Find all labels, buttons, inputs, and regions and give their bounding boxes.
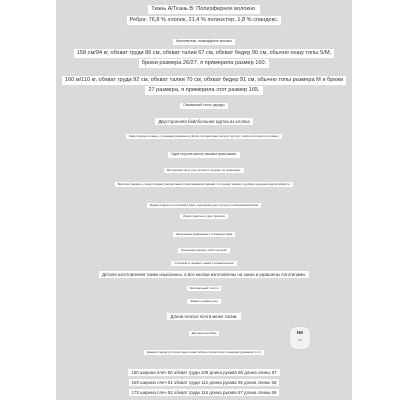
description-line-text: 170 ширина плеч 52 обхват груди 116 длина рукава 57 длина спины 59 <box>129 389 280 396</box>
description-line-text: Эффект рукава ручка <box>187 299 220 304</box>
description-line <box>56 271 352 278</box>
description-line-text: 160 ширина плеч 50 обхват груди 108 длина рукава 55 длина спины 57 <box>128 369 279 376</box>
description-line <box>56 103 352 109</box>
description-line-text: Отличный от двойных тканей и универсальный <box>171 261 236 266</box>
description-line-text: 158 см/94 кг, обхват груди 86 см, обхват талии 67 см, обхват бедер 90 см, обычно ношу топы S/M, <box>74 49 334 58</box>
description-line-text: 160 ширина плеч 51 обхват груди 112 длина рукава 56 длина спины 58 <box>129 379 280 386</box>
description-line-text: Воротник, манжеты и подол придают контрастными трикотажными вставками, что создает модное и удобное ощущение многослойности. <box>115 182 293 187</box>
description-line <box>56 369 352 376</box>
description-line <box>56 16 352 25</box>
description-line <box>56 49 352 58</box>
description-line <box>56 350 352 355</box>
description-line <box>56 203 352 208</box>
description-line <box>56 76 352 85</box>
description-line-text: Ребра: 76,8 % хлопок, 21,4 % полиэстер, 1,8 % спандекс. <box>127 16 282 25</box>
description-line <box>56 118 352 125</box>
description-line <box>56 248 352 253</box>
description-line <box>56 59 352 68</box>
description-line <box>56 286 352 291</box>
description-line <box>56 214 352 219</box>
description-line-text: Детали изготовления также изысканны, а все кнопки изготовлены на заказ и украшены логотипами. <box>99 271 309 278</box>
side-button-bottom-label: топ <box>297 338 303 342</box>
description-line <box>56 389 352 396</box>
description-line-text: Натуральная окрашенная и стеганая вставка <box>173 232 236 237</box>
description-line-text: Модное изделие из хлопковой ткани, подходящее для прогулок и повседневной жизни <box>147 203 261 208</box>
description-line <box>56 134 352 139</box>
description-line <box>56 313 352 320</box>
side-floating-button[interactable] <box>290 327 310 349</box>
description-line <box>56 379 352 386</box>
description-line-text: Вся верхняя часть тела теплая и стильная, не громоздкая. <box>164 168 244 173</box>
description-line-text: Одна сторона жестко связана трикотажем. <box>168 152 240 158</box>
description-line-text: Двусторонняя бейсбольная куртка из хлопка <box>155 118 252 125</box>
description-line-text: Данная стрелка и 4 блока сзади и ниже таблице соответствует размерам в размерах 1 стр <box>144 350 263 355</box>
description-line <box>56 152 352 158</box>
description-line-text: 27 размера, я примерила этот размер 165. <box>145 86 262 95</box>
description-line <box>56 261 352 266</box>
description-line-text: Две цвета на выбор <box>189 331 220 336</box>
description-line <box>56 168 352 173</box>
description-line-text: 160 м/110 кг, обхват груди 92 см, обхват талии 70 см, обхват бедер 91 см, обычно топы размера M и брюки <box>62 76 346 85</box>
description-line-text: Ткань А/Ткань B: Полиэфирное волокно. <box>148 5 259 14</box>
description-line <box>56 299 352 304</box>
description-line <box>56 5 352 14</box>
description-line-text: брюки размера 26/27, я примерила размер 160. <box>139 59 269 68</box>
description-line <box>56 39 352 45</box>
description-line-text: Показанный стиль одежды <box>180 103 227 109</box>
description-line-text: Оригинальный логотип <box>187 286 222 291</box>
description-line-text: Одна сторона стеганая, с длинными рукавами из флиса, который имеет мягкую текстуру, приятен для кожи и согревает. <box>126 134 282 139</box>
description-line-text: Наполнитель: полиэфирное волокно <box>173 39 235 45</box>
description-line <box>56 182 352 187</box>
side-button-top-label: не <box>296 330 304 336</box>
description-line <box>56 232 352 237</box>
description-line-text: Индиго красочно и ярко трикотаж <box>180 214 228 219</box>
description-line <box>56 86 352 95</box>
description-line-text: Длина платья почти меже талии. <box>167 313 240 320</box>
description-line-text: Начальная ширина с 100м галлерей <box>178 248 230 253</box>
